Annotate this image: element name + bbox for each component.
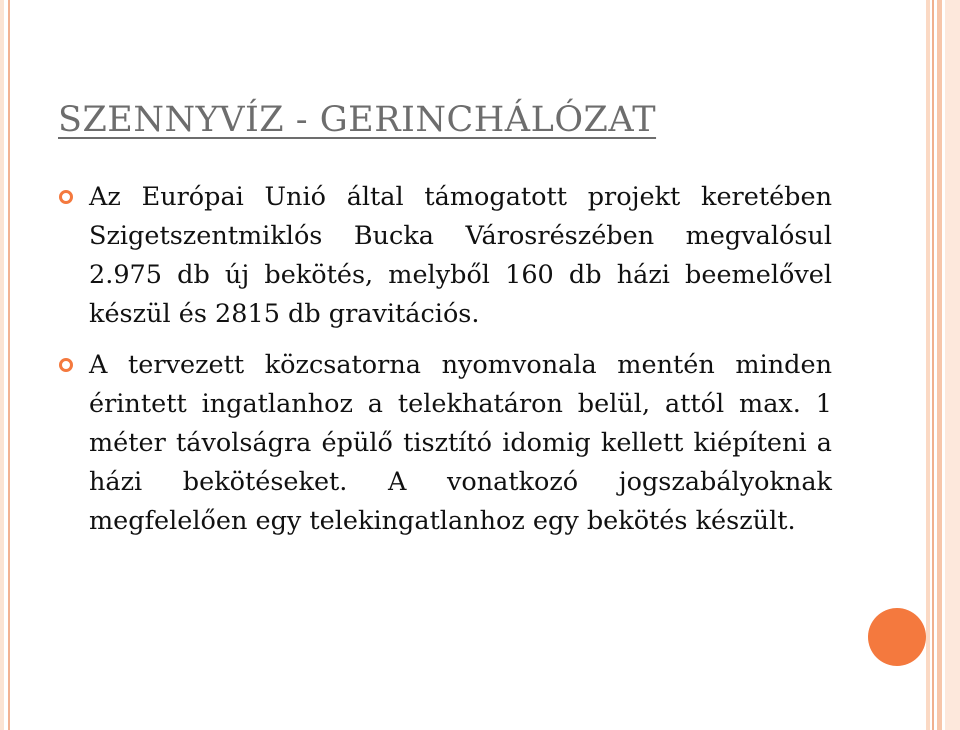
open-circle-bullet-icon <box>58 357 74 373</box>
right-stripe-3 <box>937 0 942 730</box>
left-stripe-inner <box>8 0 10 730</box>
bullet-list <box>58 178 832 553</box>
bullet-text: A tervezett közcsatorna nyomvonala mentén minden érintett ingatlanhoz a telekhatáron belül, attól max. 1 méter távolságra épülő tisztító idomig kellett kiépíteni a házi bekötéseket. A vonatkozó jogszabályoknak megfelelően egy telekingatlanhoz egy bekötés készült. <box>89 350 832 536</box>
right-stripe-1 <box>926 0 930 730</box>
bullet-item <box>58 346 832 541</box>
orange-circle-decoration <box>868 608 926 666</box>
right-stripe-2 <box>932 0 934 730</box>
open-circle-bullet-icon <box>58 189 74 205</box>
bullet-text: Az Európai Unió által támogatott projekt keretében Szigetszentmiklós Bucka Városrészében megvalósul 2.975 db új bekötés, melyből 160 db házi beemelővel készül és 2815 db gravitációs. <box>89 182 832 329</box>
right-stripe-4 <box>945 0 960 730</box>
left-stripe-outer <box>0 0 4 730</box>
slide-title: SZENNYVÍZ - GERINCHÁLÓZAT <box>58 100 657 140</box>
bullet-item <box>58 178 832 334</box>
